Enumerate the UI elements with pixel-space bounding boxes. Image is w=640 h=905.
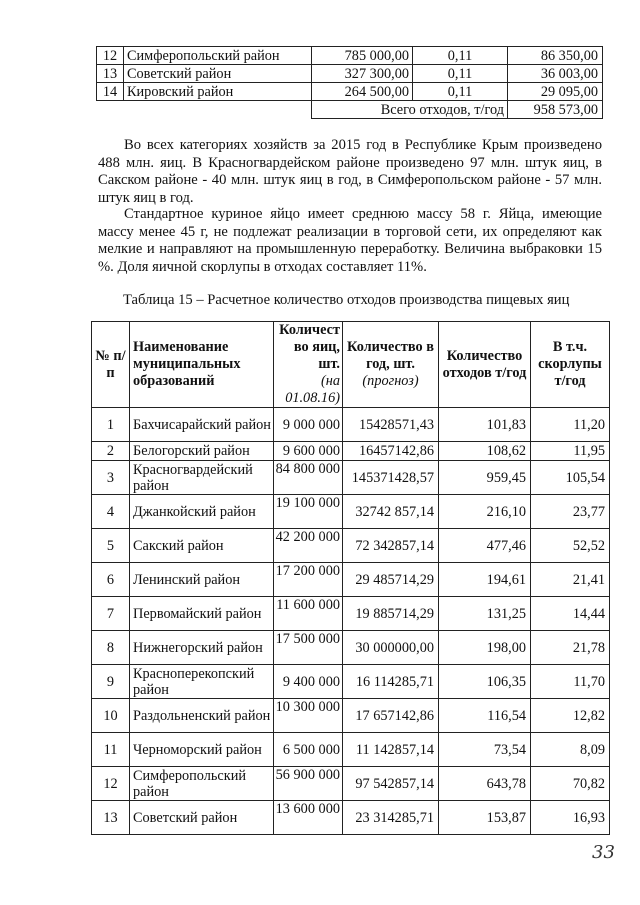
district-name: Сакский район: [130, 529, 274, 563]
table-row: [92, 665, 610, 699]
egg-count: 17 500 000: [274, 631, 343, 665]
coefficient: 0,11: [413, 83, 508, 101]
row-number: 6: [92, 563, 130, 597]
waste-tons: 131,25: [439, 597, 531, 631]
total-blank-cell: [97, 101, 312, 119]
waste-tons: 643,78: [439, 767, 531, 801]
table-row: [92, 461, 610, 495]
egg-count: 9 000 000: [274, 408, 343, 442]
table-row: [92, 442, 610, 461]
table-row: [92, 408, 610, 442]
table-row: [92, 631, 610, 665]
header-qty-main: Количест во яиц, шт.: [279, 322, 340, 372]
table-row: [92, 767, 610, 801]
paragraph-egg-production: Во всех категориях хозяйств за 2015 год в Республике Крым произведено 488 млн. яиц. В Красногвардейском районе произведено 97 млн. штук яиц, в Сакском районе - 40 млн. штук яиц в год, в Симферопольском районе - 57 млн. штук яиц в год.: [98, 137, 602, 206]
annual-forecast: 145371428,57: [343, 461, 439, 495]
annual-forecast: 72 342857,14: [343, 529, 439, 563]
shell-tons: 12,82: [531, 699, 610, 733]
header-row: [92, 322, 610, 408]
shell-tons: 11,70: [531, 665, 610, 699]
shell-tons: 23,77: [531, 495, 610, 529]
egg-count: 9 600 000: [274, 442, 343, 461]
shell-tons: 21,78: [531, 631, 610, 665]
row-number: 12: [92, 767, 130, 801]
district-name: Кировский район: [124, 83, 312, 101]
egg-count: 13 600 000: [274, 801, 343, 835]
total-label: Всего отходов, т/год: [312, 101, 508, 119]
district-name: Ленинский район: [130, 563, 274, 597]
waste-value: 86 350,00: [508, 47, 603, 65]
page-number: 33: [592, 842, 615, 863]
shell-tons: 11,20: [531, 408, 610, 442]
top-table-row: [97, 83, 603, 101]
waste-tons: 106,35: [439, 665, 531, 699]
row-number: 10: [92, 699, 130, 733]
district-name: Черноморский район: [130, 733, 274, 767]
egg-count: 11 600 000: [274, 597, 343, 631]
egg-count: 10 300 000: [274, 699, 343, 733]
shell-tons: 70,82: [531, 767, 610, 801]
waste-tons: 108,62: [439, 442, 531, 461]
egg-count: 327 300,00: [312, 65, 413, 83]
egg-count: 9 400 000: [274, 665, 343, 699]
annual-forecast: 23 314285,71: [343, 801, 439, 835]
header-num: № п/п: [92, 322, 130, 408]
header-qty-note: (на 01.08.16): [285, 373, 340, 406]
top-table-row: [97, 65, 603, 83]
row-number: 3: [92, 461, 130, 495]
annual-forecast: 30 000000,00: [343, 631, 439, 665]
shell-tons: 52,52: [531, 529, 610, 563]
egg-count: 264 500,00: [312, 83, 413, 101]
annual-forecast: 16457142,86: [343, 442, 439, 461]
district-name: Нижнегорский район: [130, 631, 274, 665]
row-number: 13: [92, 801, 130, 835]
table-row: [92, 699, 610, 733]
district-name: Симферопольский район: [124, 47, 312, 65]
coefficient: 0,11: [413, 65, 508, 83]
egg-waste-table-body: [92, 408, 610, 835]
annual-forecast: 17 657142,86: [343, 699, 439, 733]
total-row: [97, 101, 603, 119]
header-waste: Количество отходов т/год: [439, 322, 531, 408]
egg-count: 42 200 000: [274, 529, 343, 563]
coefficient: 0,11: [413, 47, 508, 65]
annual-forecast: 32742 857,14: [343, 495, 439, 529]
table-row: [92, 529, 610, 563]
row-number: 13: [97, 65, 124, 83]
top-continuation-table: [96, 46, 603, 119]
row-number: 14: [97, 83, 124, 101]
waste-tons: 194,61: [439, 563, 531, 597]
row-number: 1: [92, 408, 130, 442]
district-name: Белогорский район: [130, 442, 274, 461]
row-number: 7: [92, 597, 130, 631]
district-name: Первомайский район: [130, 597, 274, 631]
shell-tons: 11,95: [531, 442, 610, 461]
waste-tons: 216,10: [439, 495, 531, 529]
paragraph-egg-standard: Стандартное куриное яйцо имеет среднюю массу 58 г. Яйца, имеющие массу менее 45 г, не подлежат реализации в торговой сети, их определяют как мелкие и направляют на промышленную переработку. Величина выбраковки 15 %. Доля яичной скорлупы в отходах составляет 11%.: [98, 206, 602, 275]
header-name: Наименование муниципальных образований: [130, 322, 274, 408]
shell-tons: 16,93: [531, 801, 610, 835]
egg-count: 6 500 000: [274, 733, 343, 767]
table-row: [92, 801, 610, 835]
header-year: [343, 322, 439, 408]
egg-count: 785 000,00: [312, 47, 413, 65]
egg-count: 17 200 000: [274, 563, 343, 597]
total-value: 958 573,00: [508, 101, 603, 119]
row-number: 12: [97, 47, 124, 65]
waste-tons: 198,00: [439, 631, 531, 665]
district-name: Красногвардейский район: [130, 461, 274, 495]
row-number: 9: [92, 665, 130, 699]
row-number: 5: [92, 529, 130, 563]
egg-count: 84 800 000: [274, 461, 343, 495]
waste-value: 36 003,00: [508, 65, 603, 83]
annual-forecast: 19 885714,29: [343, 597, 439, 631]
waste-value: 29 095,00: [508, 83, 603, 101]
row-number: 2: [92, 442, 130, 461]
header-year-note: (прогноз): [362, 373, 419, 389]
district-name: Джанкойский район: [130, 495, 274, 529]
shell-tons: 8,09: [531, 733, 610, 767]
annual-forecast: 11 142857,14: [343, 733, 439, 767]
row-number: 4: [92, 495, 130, 529]
egg-waste-table: [91, 321, 610, 835]
shell-tons: 105,54: [531, 461, 610, 495]
top-table-body: [97, 47, 603, 119]
table-row: [92, 597, 610, 631]
header-qty: [274, 322, 343, 408]
district-name: Советский район: [130, 801, 274, 835]
row-number: 11: [92, 733, 130, 767]
district-name: Бахчисарайский район: [130, 408, 274, 442]
shell-tons: 21,41: [531, 563, 610, 597]
district-name: Симферопольский район: [130, 767, 274, 801]
waste-tons: 477,46: [439, 529, 531, 563]
egg-waste-table-header: [92, 322, 610, 408]
waste-tons: 101,83: [439, 408, 531, 442]
egg-count: 56 900 000: [274, 767, 343, 801]
annual-forecast: 15428571,43: [343, 408, 439, 442]
table-row: [92, 495, 610, 529]
shell-tons: 14,44: [531, 597, 610, 631]
row-number: 8: [92, 631, 130, 665]
egg-count: 19 100 000: [274, 495, 343, 529]
district-name: Советский район: [124, 65, 312, 83]
district-name: Красноперекопский район: [130, 665, 274, 699]
waste-tons: 959,45: [439, 461, 531, 495]
annual-forecast: 97 542857,14: [343, 767, 439, 801]
annual-forecast: 29 485714,29: [343, 563, 439, 597]
table-row: [92, 563, 610, 597]
header-shell: В т.ч. скорлупы т/год: [531, 322, 610, 408]
district-name: Раздольненский район: [130, 699, 274, 733]
table-row: [92, 733, 610, 767]
annual-forecast: 16 114285,71: [343, 665, 439, 699]
table-caption: Таблица 15 – Расчетное количество отходов производства пищевых яиц: [123, 292, 570, 308]
header-year-main: Количество в год, шт.: [347, 339, 434, 372]
waste-tons: 116,54: [439, 699, 531, 733]
waste-tons: 73,54: [439, 733, 531, 767]
top-table-row: [97, 47, 603, 65]
waste-tons: 153,87: [439, 801, 531, 835]
